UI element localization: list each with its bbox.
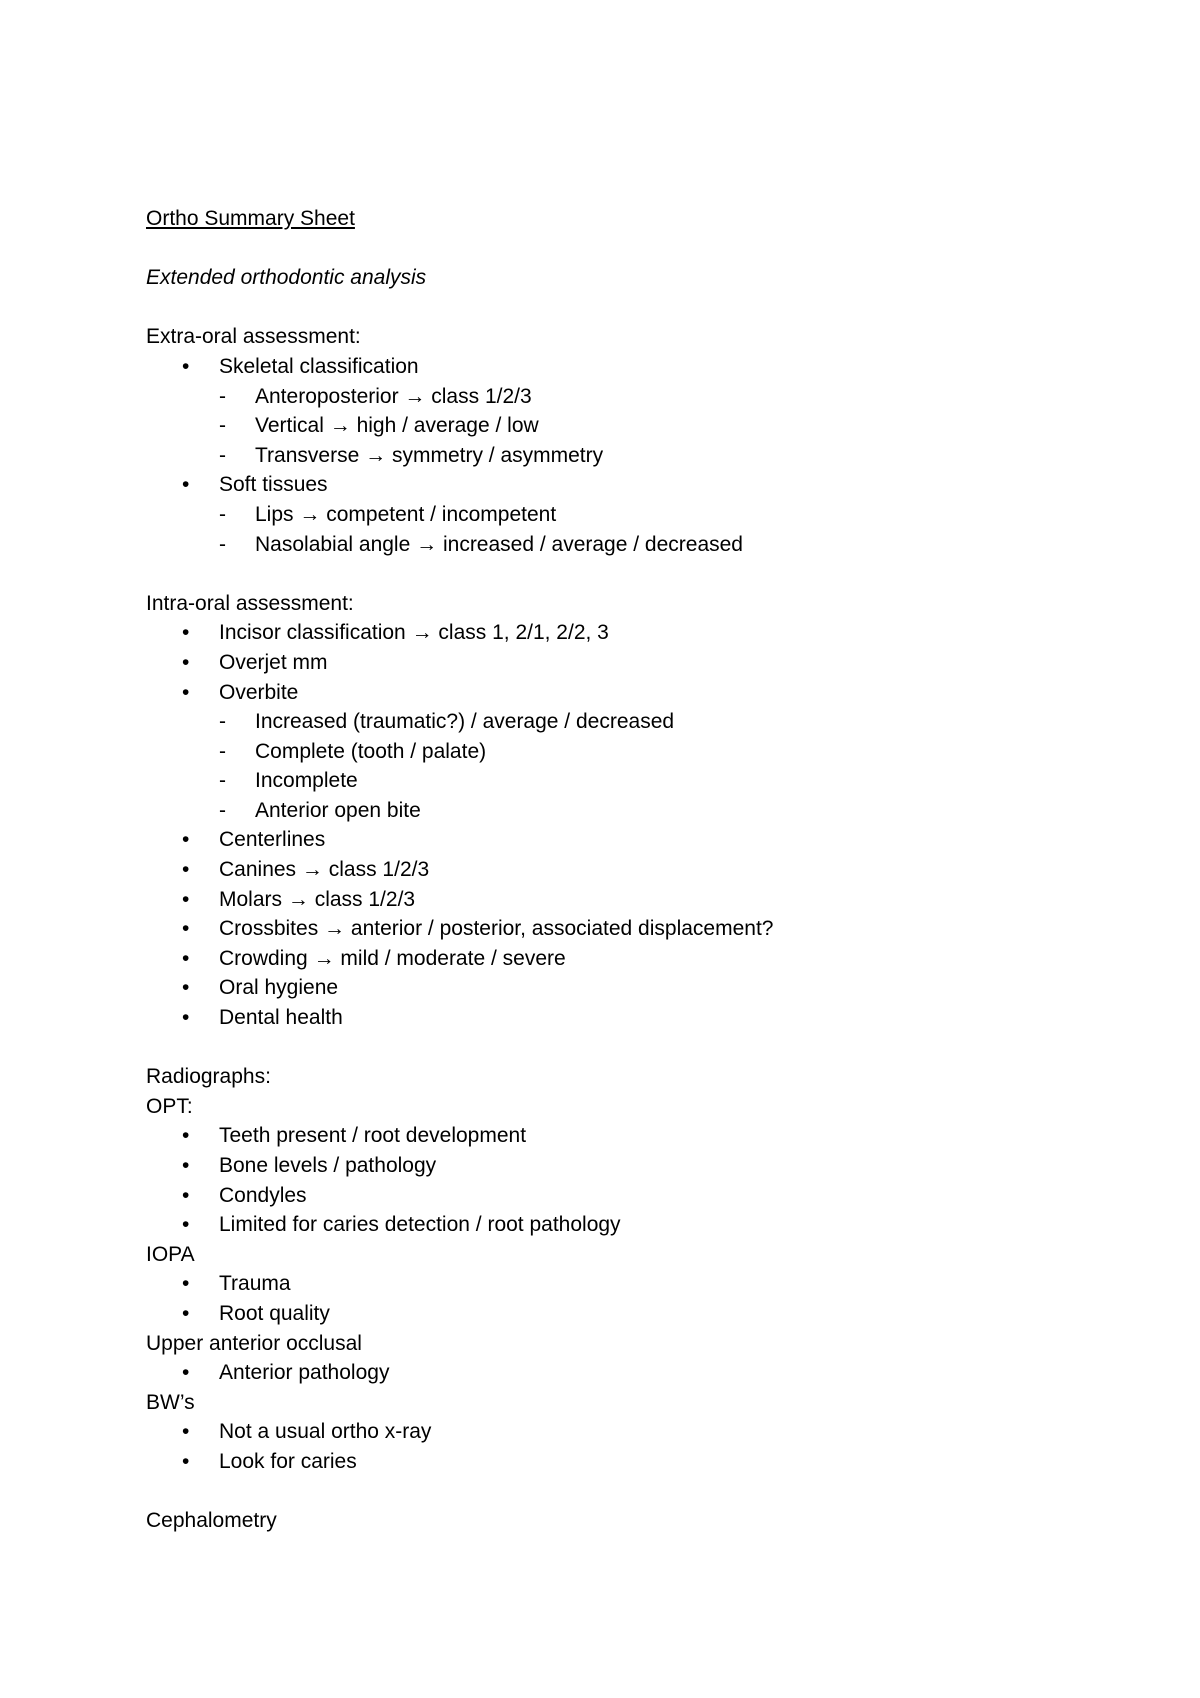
list-item: • Crowding → mild / moderate / severe bbox=[146, 944, 1054, 974]
sub-list-item: - Nasolabial angle → increased / average / decreased bbox=[146, 530, 1054, 560]
bullet-icon: • bbox=[182, 1213, 190, 1237]
arrow-icon: → bbox=[287, 887, 309, 911]
bullet-icon: • bbox=[182, 858, 190, 882]
dash-icon: - bbox=[219, 798, 226, 822]
list-item: • Anterior pathology bbox=[146, 1358, 1054, 1388]
page-subtitle: Extended orthodontic analysis bbox=[146, 266, 427, 290]
sub-list-item: - Anteroposterior → class 1/2/3 bbox=[146, 382, 1054, 412]
dash-icon: - bbox=[219, 502, 226, 526]
arrow-icon: → bbox=[329, 414, 351, 438]
arrow-icon: → bbox=[301, 858, 323, 882]
list-item: • Incisor classification → class 1, 2/1, 2/2, 3 bbox=[146, 618, 1054, 648]
sub-list-item: - Vertical → high / average / low bbox=[146, 411, 1054, 441]
bullet-icon: • bbox=[182, 1449, 190, 1473]
bw-label: BW’s bbox=[146, 1390, 195, 1414]
list-item: • Oral hygiene bbox=[146, 973, 1054, 1003]
list-item: • Look for caries bbox=[146, 1447, 1054, 1477]
bullet-icon: • bbox=[182, 976, 190, 1000]
dash-icon: - bbox=[219, 443, 226, 467]
arrow-icon: → bbox=[313, 946, 335, 970]
upper-anterior-occlusal-label: Upper anterior occlusal bbox=[146, 1331, 362, 1355]
dash-icon: - bbox=[219, 710, 226, 734]
bullet-icon: • bbox=[182, 650, 190, 674]
dash-icon: - bbox=[219, 532, 226, 556]
bullet-icon: • bbox=[182, 917, 190, 941]
dash-icon: - bbox=[219, 769, 226, 793]
list-item: • Soft tissues bbox=[146, 470, 1054, 500]
sub-list-item: - Complete (tooth / palate) bbox=[146, 737, 1054, 767]
list-item: • Overjet mm bbox=[146, 648, 1054, 678]
bullet-icon: • bbox=[182, 1361, 190, 1385]
list-item: • Molars → class 1/2/3 bbox=[146, 885, 1054, 915]
arrow-icon: → bbox=[416, 532, 438, 556]
bullet-icon: • bbox=[182, 354, 190, 378]
extra-oral-heading: Extra-oral assessment: bbox=[146, 325, 361, 349]
intra-oral-heading: Intra-oral assessment: bbox=[146, 591, 354, 615]
bullet-icon: • bbox=[182, 621, 190, 645]
bullet-icon: • bbox=[182, 1154, 190, 1177]
bullet-icon: • bbox=[182, 1272, 190, 1296]
bullet-icon: • bbox=[182, 946, 190, 970]
iopa-label: IOPA bbox=[146, 1242, 195, 1266]
bullet-icon: • bbox=[182, 1183, 190, 1207]
sub-list-item: - Transverse → symmetry / asymmetry bbox=[146, 441, 1054, 471]
dash-icon: - bbox=[219, 384, 226, 408]
list-item: • Root quality bbox=[146, 1299, 1054, 1329]
list-item: • Dental health bbox=[146, 1003, 1054, 1033]
list-item: • Canines → class 1/2/3 bbox=[146, 855, 1054, 885]
list-item: • Overbite bbox=[146, 678, 1054, 708]
bullet-icon: • bbox=[182, 1420, 190, 1444]
bullet-icon: • bbox=[182, 1301, 190, 1325]
bullet-icon: • bbox=[182, 887, 190, 911]
list-item: • Skeletal classification bbox=[146, 352, 1054, 382]
bullet-icon: • bbox=[182, 828, 190, 852]
sub-list-item: - Increased (traumatic?) / average / decreased bbox=[146, 707, 1054, 737]
document-page bbox=[146, 204, 1054, 1536]
list-item: • Bone levels / pathology bbox=[146, 1151, 1054, 1181]
arrow-icon: → bbox=[404, 384, 426, 408]
list-item: • Trauma bbox=[146, 1269, 1054, 1299]
opt-label: OPT: bbox=[146, 1094, 193, 1118]
sub-list-item: - Incomplete bbox=[146, 766, 1054, 796]
list-item: • Teeth present / root development bbox=[146, 1121, 1054, 1151]
bullet-icon: • bbox=[182, 1006, 190, 1030]
page-title: Ortho Summary Sheet bbox=[146, 207, 355, 230]
list-item: • Not a usual ortho x-ray bbox=[146, 1417, 1054, 1447]
bullet-icon: • bbox=[182, 680, 190, 704]
list-item: • Centerlines bbox=[146, 825, 1054, 855]
arrow-icon: → bbox=[299, 502, 321, 526]
list-item: • Limited for caries detection / root pathology bbox=[146, 1210, 1054, 1240]
arrow-icon: → bbox=[411, 621, 433, 645]
cephalometry-heading: Cephalometry bbox=[146, 1509, 277, 1533]
bullet-icon: • bbox=[182, 1124, 190, 1148]
radiographs-heading: Radiographs: bbox=[146, 1065, 271, 1089]
sub-list-item: - Anterior open bite bbox=[146, 796, 1054, 826]
sub-list-item: - Lips → competent / incompetent bbox=[146, 500, 1054, 530]
list-item: • Crossbites → anterior / posterior, associated displacement? bbox=[146, 914, 1054, 944]
bullet-icon: • bbox=[182, 473, 190, 497]
list-item: • Condyles bbox=[146, 1181, 1054, 1211]
arrow-icon: → bbox=[324, 917, 346, 941]
dash-icon: - bbox=[219, 739, 226, 763]
dash-icon: - bbox=[219, 414, 226, 438]
arrow-icon: → bbox=[365, 443, 387, 467]
